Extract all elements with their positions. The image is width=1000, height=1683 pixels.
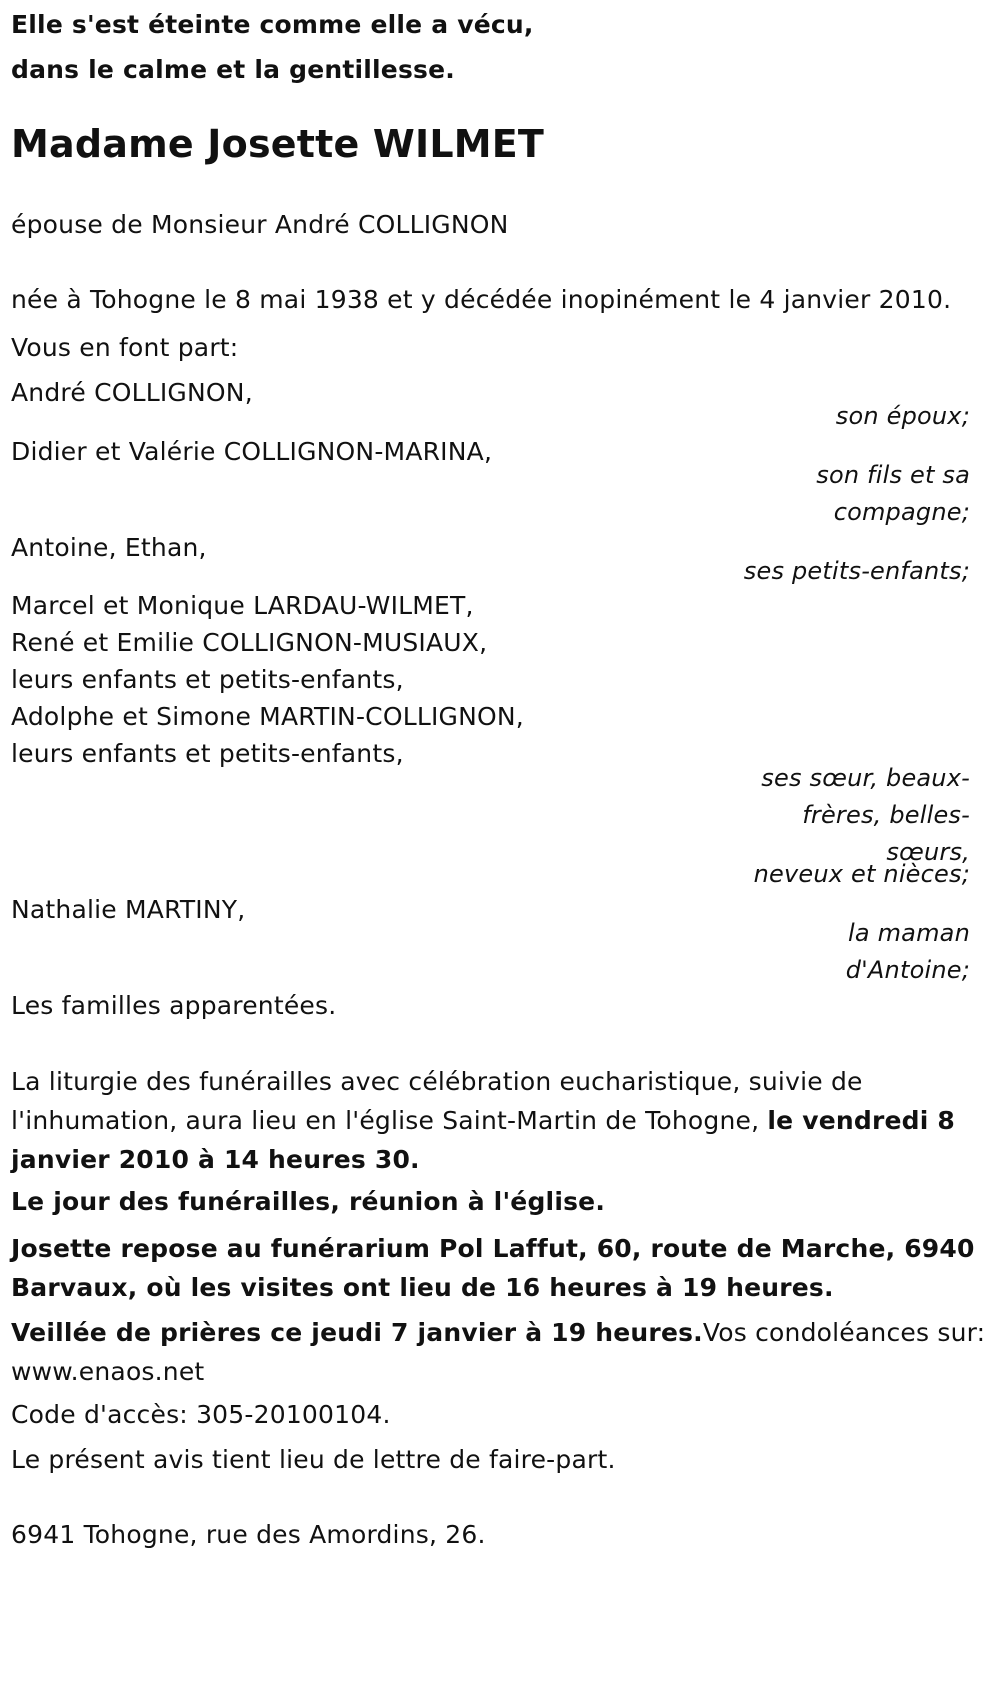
liturgy-paragraph (11, 1062, 986, 1179)
family-role: neveux et nièces; (753, 860, 970, 888)
liturgy-text: La liturgie des funérailles avec célébration eucharistique, suivie de l'inhumation, aura lieu en l'église Saint-Martin de Tohogne, (11, 1067, 863, 1135)
family-name: Nathalie MARTINY, (11, 895, 246, 924)
vigil-bold: Veillée de prières ce jeudi 7 janvier à 19 heures. (11, 1318, 703, 1347)
family-role: son époux; (835, 402, 970, 430)
meeting-line: Le jour des funérailles, réunion à l'église. (11, 1187, 606, 1216)
dates-line: née à Tohogne le 8 mai 1938 et y décédée inopinément le 4 janvier 2010. (11, 285, 952, 314)
intro-line-2: dans le calme et la gentillesse. (11, 55, 455, 84)
spouse-line: épouse de Monsieur André COLLIGNON (11, 210, 509, 239)
liturgy-date: le vendredi 8 janvier 2010 à 14 heures 30. (11, 1106, 955, 1174)
family-name: Didier et Valérie COLLIGNON-MARINA, (11, 437, 493, 466)
announcement: Vous en font part: (11, 333, 239, 362)
family-name: Antoine, Ethan, (11, 533, 207, 562)
family-role: sœurs, (886, 838, 970, 866)
address-line: 6941 Tohogne, rue des Amordins, 26. (11, 1520, 486, 1549)
deceased-name: Madame Josette WILMET (11, 122, 545, 166)
family-role: ses petits-enfants; (743, 557, 970, 585)
family-name: René et Emilie COLLIGNON-MUSIAUX, (11, 628, 488, 657)
access-code: Code d'accès: 305-20100104. (11, 1400, 391, 1429)
family-role: ses sœur, beaux- (761, 764, 970, 792)
notice-line: Le présent avis tient lieu de lettre de faire-part. (11, 1445, 616, 1474)
family-role: compagne; (833, 498, 970, 526)
family-name: Adolphe et Simone MARTIN-COLLIGNON, (11, 702, 524, 731)
vigil-text: Vos condoléances sur: www.enaos.net (11, 1318, 986, 1386)
family-name: leurs enfants et petits-enfants, (11, 739, 404, 768)
family-role: la maman (848, 919, 970, 947)
family-role: d'Antoine; (845, 956, 970, 984)
relatives-line: Les familles apparentées. (11, 991, 337, 1020)
family-role: son fils et sa (816, 461, 970, 489)
family-role: frères, belles- (802, 801, 970, 829)
family-name: André COLLIGNON, (11, 378, 253, 407)
family-name: Marcel et Monique LARDAU-WILMET, (11, 591, 474, 620)
vigil-paragraph (11, 1313, 986, 1391)
intro-line-1: Elle s'est éteinte comme elle a vécu, (11, 10, 534, 39)
family-name: leurs enfants et petits-enfants, (11, 665, 404, 694)
funerarium-paragraph: Josette repose au funérarium Pol Laffut, 60, route de Marche, 6940 Barvaux, où les visites ont lieu de 16 heures à 19 heures. (11, 1234, 975, 1302)
